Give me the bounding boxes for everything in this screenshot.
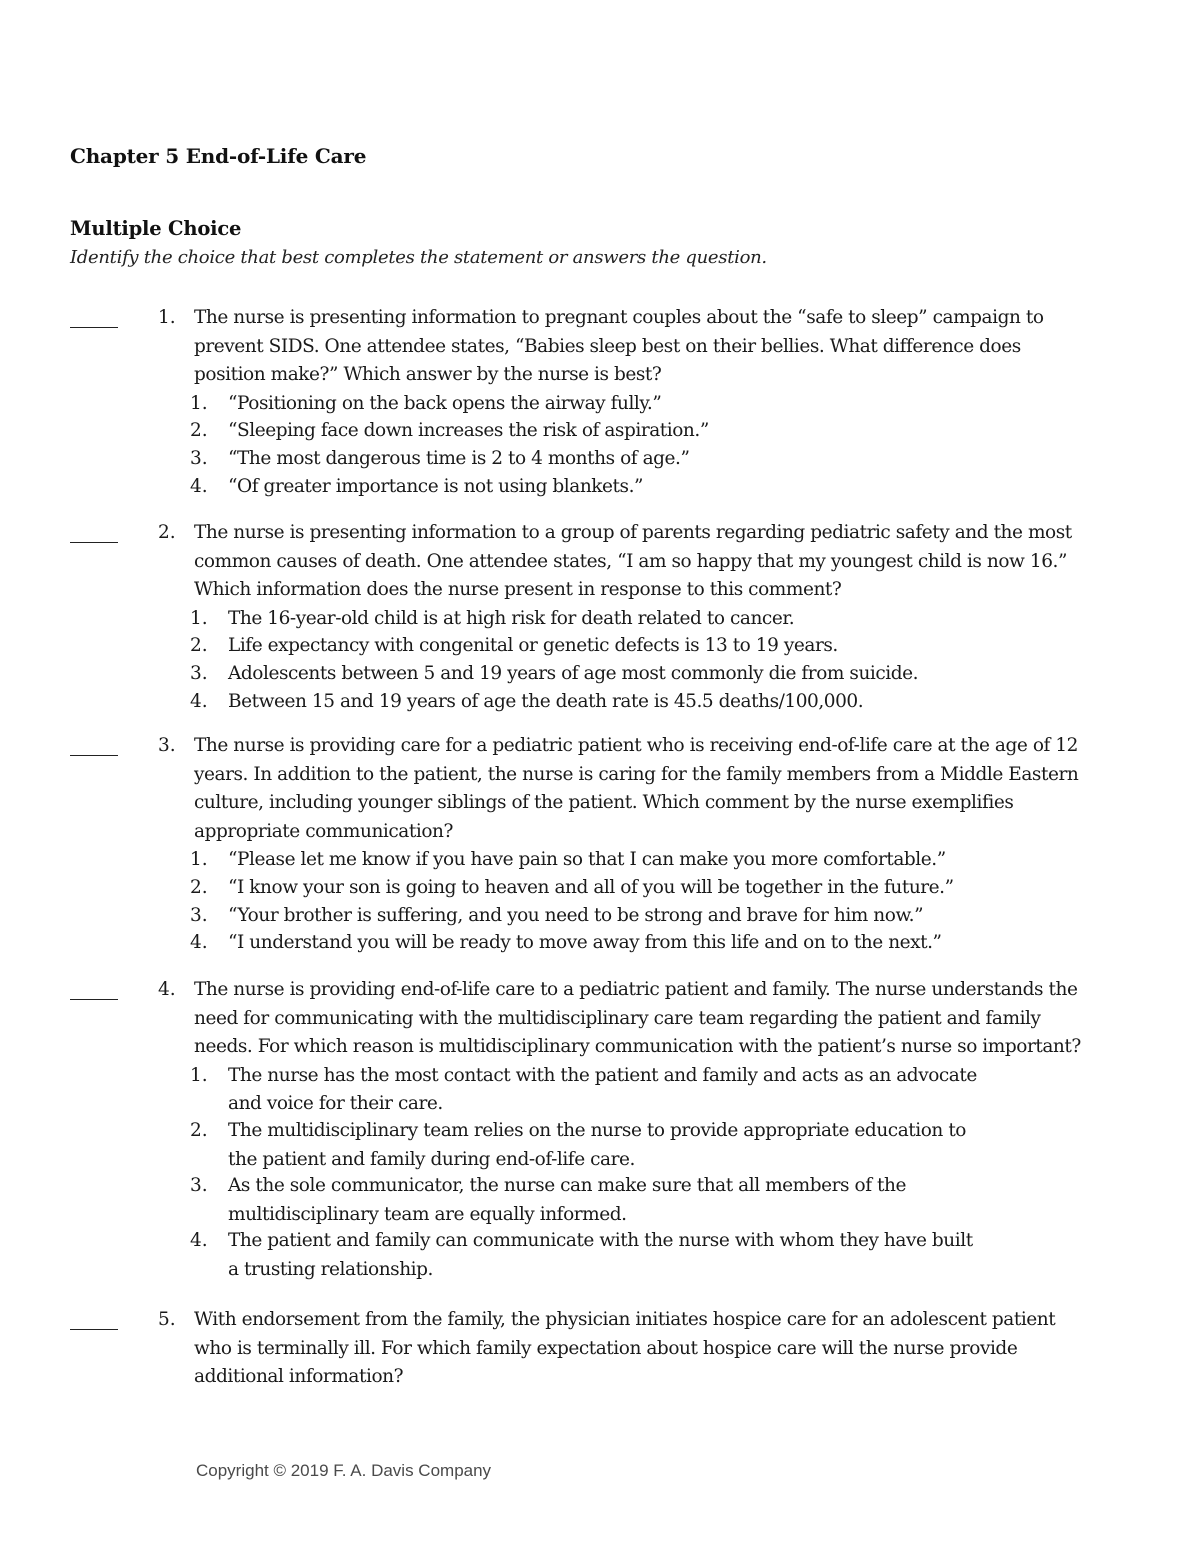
option-text (228, 1172, 906, 1229)
option-text-line: “Your brother is suffering, and you need to be strong and brave for him now.” (228, 904, 924, 926)
option-text (228, 929, 942, 958)
option-text-line: “Positioning on the back opens the airway fully.” (228, 392, 662, 414)
option-text-line: “Of greater importance is not using blankets.” (228, 475, 644, 497)
option-text-line: multidisciplinary team are equally informed. (228, 1203, 627, 1225)
option-text-line: “The most dangerous time is 2 to 4 months of age.” (228, 448, 690, 469)
question-stem-line: common causes of death. One attendee states, “I am so happy that my youngest child is now 16.” (194, 550, 1067, 572)
option-text (228, 660, 918, 689)
question-stem-line: position make?” Which answer by the nurse is best? (194, 364, 662, 386)
option-number: 4. (190, 475, 208, 497)
option-text (228, 846, 946, 875)
option-number: 4. (190, 690, 208, 712)
question-stem-line: prevent SIDS. One attendee states, “Babies sleep best on their bellies. What difference does (194, 335, 1021, 357)
question-stem-line: The nurse is presenting information to a group of parents regarding pediatric safety and the most (194, 522, 1072, 543)
option-text (228, 632, 838, 661)
option-number: 3. (190, 904, 208, 926)
option-number: 2. (190, 420, 208, 442)
option-text-line: The multidisciplinary team relies on the nurse to provide appropriate education to (228, 1120, 966, 1141)
question-stem-line: years. In addition to the patient, the nurse is caring for the family members from a Middle Eastern (194, 763, 1079, 785)
question-stem (194, 976, 1129, 1062)
option-text-line: As the sole communicator, the nurse can make sure that all members of the (228, 1175, 907, 1197)
question-stem-line: With endorsement from the family, the physician initiates hospice care for an adolescent patient (194, 1309, 1056, 1330)
option-text-line: Life expectancy with congenital or genetic defects is 13 to 19 years. (228, 635, 838, 657)
question-stem-line: need for communicating with the multidisciplinary care team regarding the patient and family (194, 1007, 1041, 1029)
question-number: 4. (158, 979, 176, 1000)
option-text-line: The patient and family can communicate with the nurse with whom they have built (228, 1230, 973, 1252)
chapter-title: Chapter 5 End-of-Life Care (70, 144, 367, 168)
option-number: 1. (190, 849, 208, 871)
option-text-line: “Please let me know if you have pain so that I can make you more comfortable.” (228, 849, 946, 871)
option-text-line: the patient and family during end-of-life care. (228, 1148, 635, 1170)
option-number: 3. (190, 663, 208, 684)
answer-blank[interactable] (70, 327, 118, 328)
option-text (228, 874, 954, 903)
answer-blank[interactable] (70, 1329, 118, 1330)
question-stem-line: appropriate communication? (194, 820, 453, 842)
option-text-line: a trusting relationship. (228, 1258, 433, 1280)
option-text-line: “I understand you will be ready to move away from this life and on to the next.” (228, 932, 942, 954)
option-number: 4. (190, 1230, 208, 1252)
question-stem-line: The nurse is providing end-of-life care to a pediatric patient and family. The nurse understands the (194, 979, 1078, 1000)
option-text-line: “I know your son is going to heaven and all of you will be together in the future.” (228, 877, 954, 898)
question-stem-line: needs. For which reason is multidisciplinary communication with the patient’s nurse so important? (194, 1036, 1081, 1058)
question-stem (194, 519, 1129, 605)
option-number: 1. (190, 1064, 208, 1086)
section-heading: Multiple Choice (70, 217, 242, 240)
option-text (228, 902, 923, 931)
option-number: 3. (190, 448, 208, 469)
instructions-text: Identify the choice that best completes the statement or answers the question. (70, 247, 767, 268)
option-number: 2. (190, 1120, 208, 1141)
option-number: 1. (190, 607, 208, 629)
question-stem (194, 732, 1129, 846)
option-text (228, 605, 794, 634)
option-text-line: and voice for their care. (228, 1093, 443, 1115)
question-stem-line: Which information does the nurse present in response to this comment? (194, 579, 842, 601)
option-text-line: Adolescents between 5 and 19 years of age most commonly die from suicide. (228, 663, 919, 684)
option-number: 2. (190, 877, 208, 898)
option-text-line: Between 15 and 19 years of age the death rate is 45.5 deaths/100,000. (228, 690, 864, 712)
question-stem-line: The nurse is providing care for a pediatric patient who is receiving end-of-life care at the age of 12 (194, 735, 1078, 756)
answer-blank[interactable] (70, 755, 118, 756)
question-number: 1. (158, 307, 176, 328)
option-text (228, 417, 709, 446)
option-text (228, 688, 863, 717)
answer-blank[interactable] (70, 999, 118, 1000)
question-stem (194, 304, 1129, 390)
option-text (228, 1117, 966, 1174)
option-text (228, 445, 690, 474)
question-number: 2. (158, 522, 176, 543)
option-number: 3. (190, 1175, 208, 1197)
option-text-line: The 16-year-old child is at high risk for death related to cancer. (228, 607, 795, 629)
question-number: 5. (158, 1309, 176, 1330)
answer-blank[interactable] (70, 542, 118, 543)
question-stem-line: culture, including younger siblings of the patient. Which comment by the nurse exemplifies (194, 792, 1014, 814)
option-text-line: The nurse has the most contact with the patient and family and acts as an advocate (228, 1064, 977, 1086)
question-stem-line: additional information? (194, 1366, 404, 1388)
option-number: 2. (190, 635, 208, 657)
option-text (228, 473, 643, 502)
question-number: 3. (158, 735, 176, 756)
question-stem-line: who is terminally ill. For which family expectation about hospice care will the nurse provide (194, 1337, 1018, 1359)
question-stem-line: The nurse is presenting information to pregnant couples about the “safe to sleep” campaign to (194, 307, 1044, 328)
option-text-line: “Sleeping face down increases the risk of aspiration.” (228, 420, 709, 442)
option-text (228, 1062, 977, 1119)
option-number: 4. (190, 932, 208, 954)
option-number: 1. (190, 392, 208, 414)
option-text (228, 390, 661, 419)
question-stem (194, 1306, 1129, 1392)
option-text (228, 1227, 973, 1284)
copyright-footer: Copyright © 2019 F. A. Davis Company (196, 1461, 492, 1480)
